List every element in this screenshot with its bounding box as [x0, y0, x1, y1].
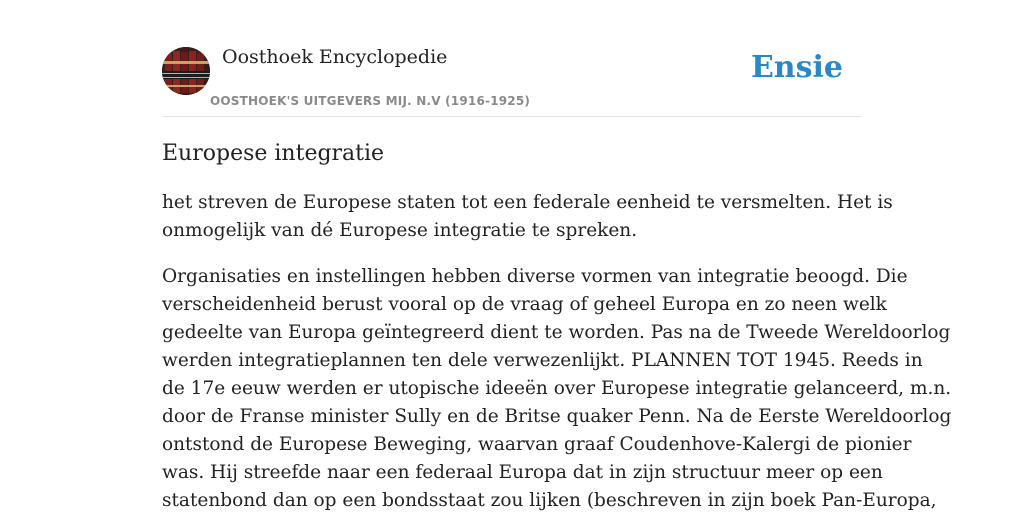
- ensie-logo-link[interactable]: Ensie: [750, 50, 843, 85]
- source-header: [162, 44, 862, 117]
- paragraph-line: verscheidenheid berust vooral op de vraag of geheel Europa en zo neen welk: [162, 294, 887, 315]
- article-paragraph-2: [162, 263, 952, 512]
- encyclopedia-books-avatar[interactable]: [162, 47, 210, 95]
- article-paragraph-1: [162, 189, 893, 245]
- paragraph-line: de 17e eeuw werden er utopische ideeën over Europese integratie gelanceerd, m.n.: [162, 378, 952, 399]
- paragraph-line: Organisaties en instellingen hebben diverse vormen van integratie beoogd. Die: [162, 266, 908, 287]
- article-title: Europese integratie: [162, 141, 385, 166]
- paragraph-line: ontstond de Europese Beweging, waarvan graaf Coudenhove-Kalergi de pionier: [162, 434, 912, 455]
- article: [162, 138, 952, 512]
- paragraph-line: werden integratieplannen ten dele verwezenlijkt. PLANNEN TOT 1945. Reeds in: [162, 350, 923, 371]
- paragraph-line: statenbond dan op een bondsstaat zou lijken (beschreven in zijn boek Pan-Europa,: [162, 490, 937, 511]
- paragraph-line: het streven de Europese staten tot een federale eenheid te versmelten. Het is: [162, 192, 893, 213]
- book-spines-icon: [162, 47, 210, 95]
- source-name[interactable]: Oosthoek Encyclopedie: [222, 46, 448, 68]
- paragraph-line: was. Hij streefde naar een federaal Europa dat in zijn structuur meer op een: [162, 462, 883, 483]
- source-subtitle: OOSTHOEK'S UITGEVERS MIJ. N.V (1916-1925): [210, 94, 531, 108]
- paragraph-line: door de Franse minister Sully en de Britse quaker Penn. Na de Eerste Wereldoorlog: [162, 406, 952, 427]
- paragraph-line: onmogelijk van dé Europese integratie te spreken.: [162, 220, 638, 241]
- paragraph-line: gedeelte van Europa geïntegreerd dient te worden. Pas na de Tweede Wereldoorlog: [162, 322, 951, 343]
